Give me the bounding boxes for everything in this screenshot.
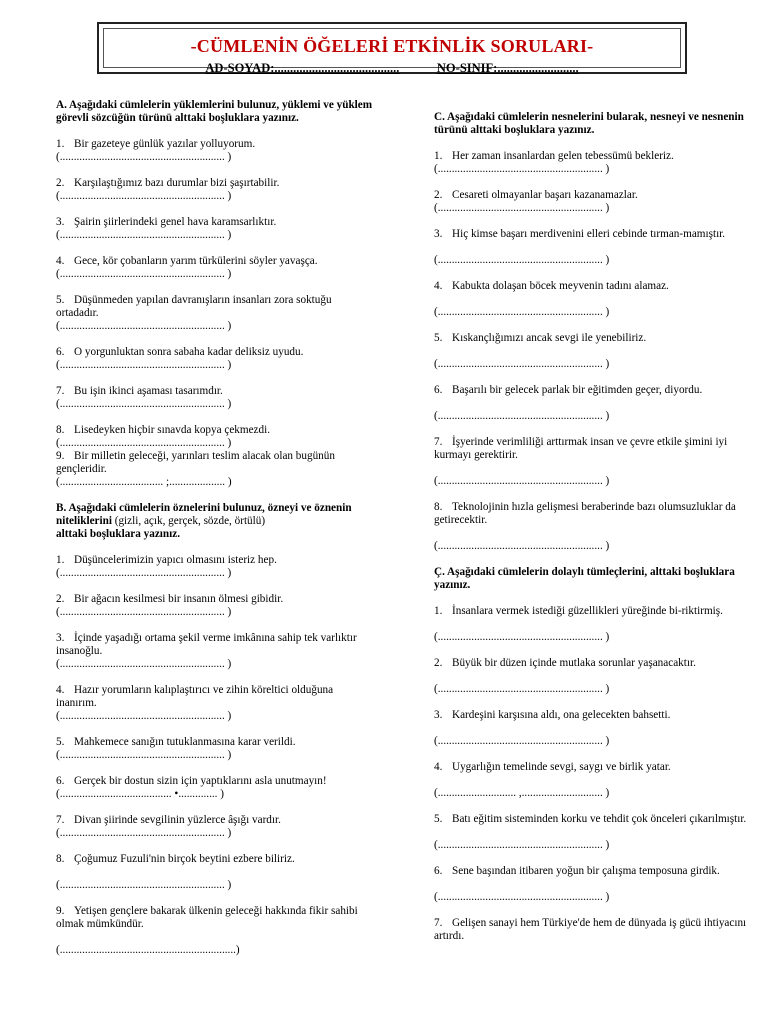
answer-blank-b9[interactable]: (...............................................................) xyxy=(56,944,240,956)
left-column xyxy=(56,99,376,957)
question-c6: 6. Başarılı bir gelecek parlak bir eğitimden geçer, diyordu. xyxy=(434,384,703,396)
question-c4: 4. Kabukta dolaşan böcek meyvenin tadını alamaz. xyxy=(434,280,669,292)
question-d6: 6. Sene başından itibaren yoğun bir çalışma temposuna girdik. xyxy=(434,865,720,877)
answer-blank-c3[interactable]: (........................................................... ) xyxy=(434,254,610,266)
question-b7: 7. Divan şiirinde sevgilinin yüzlerce âşığı vardır. xyxy=(56,814,281,826)
question-d3: 3. Kardeşini karşısına aldı, ona gelecekten bahsetti. xyxy=(434,709,671,721)
answer-blank-a4[interactable]: (........................................................... ) xyxy=(56,268,232,280)
question-d5: 5. Batı eğitim sisteminden korku ve tehdit çok önceleri çıkarılmıştır. xyxy=(434,813,747,825)
answer-blank-b1[interactable]: (........................................................... ) xyxy=(56,567,232,579)
answer-blank-b7[interactable]: (........................................................... ) xyxy=(56,827,232,839)
question-b1: 1. Düşüncelerimizin yapıcı olmasını isteriz hep. xyxy=(56,554,277,566)
worksheet-title: -CÜMLENİN ÖĞELERİ ETKİNLİK SORULARI- xyxy=(190,36,594,56)
answer-blank-b5[interactable]: (........................................................... ) xyxy=(56,749,232,761)
question-b4: 4. Hazır yorumların kalıplaştırıcı ve zihin köreltici olduğuna inanırım. xyxy=(56,684,334,709)
section-d-heading: Ç. Aşağıdaki cümlelerin dolaylı tümleçlerini, alttaki boşluklara yazınız. xyxy=(434,566,735,591)
question-c2: 2. Cesareti olmayanlar başarı kazanamazlar. xyxy=(434,189,638,201)
answer-blank-c5[interactable]: (........................................................... ) xyxy=(434,358,610,370)
answer-blank-b4[interactable]: (........................................................... ) xyxy=(56,710,232,722)
answer-blank-d1[interactable]: (........................................................... ) xyxy=(434,631,610,643)
question-a5: 5. Düşünmeden yapılan davranışların insanları zora soktuğu ortadadır. xyxy=(56,294,332,319)
answer-blank-b3[interactable]: (........................................................... ) xyxy=(56,658,232,670)
question-a6: 6. O yorgunluktan sonra sabaha kadar deliksiz uyudu. xyxy=(56,346,304,358)
question-c1: 1. Her zaman insanlardan gelen tebessümü bekleriz. xyxy=(434,150,674,162)
question-a9: 9. Bir milletin geleceği, yarınları teslim alacak olan bugünün gençleridir. xyxy=(56,450,335,475)
question-c7: 7. İşyerinde verimliliği arttırmak insan ve çevre etkile şimini iyi kurmayı gerektirir. xyxy=(434,436,728,461)
question-c8: 8. Teknolojinin hızla gelişmesi beraberinde bazı olumsuzluklar da getirecektir. xyxy=(434,501,736,526)
question-a4: 4. Gece, kör çobanların yarım türkülerini söyler yavaşça. xyxy=(56,255,318,267)
question-a8: 8. Lisedeyken hiçbir sınavda kopya çekmezdi. xyxy=(56,424,271,436)
answer-blank-c1[interactable]: (........................................................... ) xyxy=(434,163,610,175)
question-a2: 2. Karşılaştığımız bazı durumlar bizi şaşırtabilir. xyxy=(56,177,280,189)
answer-blank-c6[interactable]: (........................................................... ) xyxy=(434,410,610,422)
answer-blank-c2[interactable]: (........................................................... ) xyxy=(434,202,610,214)
answer-blank-d6[interactable]: (........................................................... ) xyxy=(434,891,610,903)
section-a-heading: A. Aşağıdaki cümlelerin yüklemlerini bulunuz, yüklemi ve yüklem görevli sözcüğün türünü alttaki boşluklara yazınız. xyxy=(56,99,373,124)
section-c-heading: C. Aşağıdaki cümlelerin nesnelerini bularak, nesneyi ve nesnenin türünü alttaki boşluklara yazınız. xyxy=(434,111,744,136)
question-d7: 7. Gelişen sanayi hem Türkiye'de hem de dünyada iş gücü ihtiyacını artırdı. xyxy=(434,917,747,942)
answer-blank-c8[interactable]: (........................................................... ) xyxy=(434,540,610,552)
worksheet-header xyxy=(97,22,687,74)
answer-blank-b2[interactable]: (........................................................... ) xyxy=(56,606,232,618)
question-b9: 9. Yetişen gençlere bakarak ülkenin geleceği hakkında fikir sahibi olmak mümkündür. xyxy=(56,905,358,930)
question-d4: 4. Uygarlığın temelinde sevgi, saygı ve birlik yatar. xyxy=(434,761,671,773)
question-d2: 2. Büyük bir düzen içinde mutlaka sorunlar yaşanacaktır. xyxy=(434,657,696,669)
question-b3: 3. İçinde yaşadığı ortama şekil verme imkânına sahip tek varlıktır insanoğlu. xyxy=(56,632,357,657)
answer-blank-d3[interactable]: (........................................................... ) xyxy=(434,735,610,747)
question-d1: 1. İnsanlara vermek istediği güzellikleri yüreğinde bi-riktirmiş. xyxy=(434,605,723,617)
section-b-heading: B. Aşağıdaki cümlelerin öznelerini bulunuz, özneyi ve öznenin niteliklerini (gizli, açık, gerçek, sözde, örtülü) alttaki boşluklara yazınız. xyxy=(56,502,352,540)
question-a3: 3. Şairin şiirlerindeki genel hava karamsarlıktır. xyxy=(56,216,277,228)
answer-blank-d5[interactable]: (........................................................... ) xyxy=(434,839,610,851)
answer-blank-a9[interactable]: (..................................... ;.................... ) xyxy=(56,476,232,488)
question-a7: 7. Bu işin ikinci aşaması tasarımdır. xyxy=(56,385,223,397)
question-c3: 3. Hiç kimse başarı merdivenini elleri cebinde tırman-mamıştır. xyxy=(434,228,726,240)
number-label: NO-SINIF:.......................... xyxy=(436,61,579,75)
answer-blank-c4[interactable]: (........................................................... ) xyxy=(434,306,610,318)
answer-blank-a2[interactable]: (........................................................... ) xyxy=(56,190,232,202)
question-b6: 6. Gerçek bir dostun sizin için yaptıklarını asla unutmayın! xyxy=(56,775,327,787)
answer-blank-c7[interactable]: (........................................................... ) xyxy=(434,475,610,487)
answer-blank-d4[interactable]: (............................ ,............................. ) xyxy=(434,787,610,799)
answer-blank-a1[interactable]: (........................................................... ) xyxy=(56,151,232,163)
question-b2: 2. Bir ağacın kesilmesi bir insanın ölmesi gibidir. xyxy=(56,593,284,605)
answer-blank-a5[interactable]: (........................................................... ) xyxy=(56,320,232,332)
answer-blank-a8[interactable]: (........................................................... ) xyxy=(56,437,232,449)
answer-blank-a6[interactable]: (........................................................... ) xyxy=(56,359,232,371)
answer-blank-d2[interactable]: (........................................................... ) xyxy=(434,683,610,695)
question-a1: 1. Bir gazeteye günlük yazılar yolluyorum. xyxy=(56,138,256,150)
right-column xyxy=(434,111,750,943)
question-c5: 5. Kıskançlığımızı ancak sevgi ile yenebiliriz. xyxy=(434,332,647,344)
answer-blank-b6[interactable]: (........................................ •.............. ) xyxy=(56,788,224,800)
student-info-line xyxy=(99,61,685,76)
question-b5: 5. Mahkemece sanığın tutuklanmasına karar verildi. xyxy=(56,736,296,748)
answer-blank-a7[interactable]: (........................................................... ) xyxy=(56,398,232,410)
name-label: AD-SOYAD:........................................ xyxy=(205,61,400,75)
answer-blank-a3[interactable]: (........................................................... ) xyxy=(56,229,232,241)
answer-blank-b8[interactable]: (........................................................... ) xyxy=(56,879,232,891)
question-b8: 8. Çoğumuz Fuzuli'nin birçok beytini ezbere biliriz. xyxy=(56,853,295,865)
